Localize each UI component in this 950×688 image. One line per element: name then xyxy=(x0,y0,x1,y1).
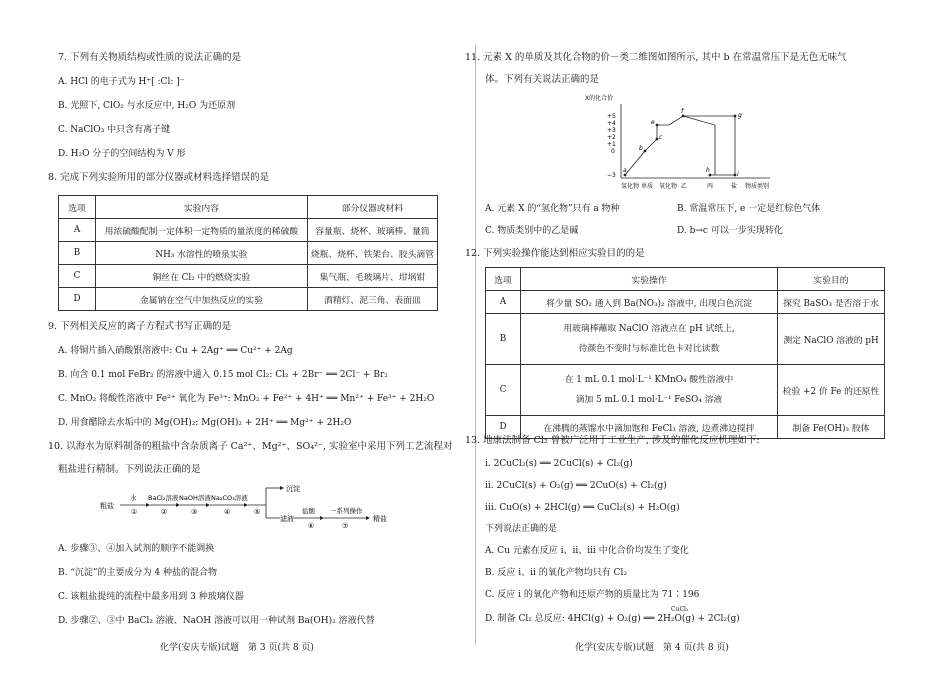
table-row xyxy=(59,288,438,311)
flow-num-5: ⑤ xyxy=(254,508,261,516)
flow-precipitate: 沉淀 xyxy=(286,485,300,493)
q13-option-a: A. Cu 元素在反应 ⅰ、ⅱ、ⅲ 中化合价均发生了变化 xyxy=(485,546,689,556)
table-cell: 测定 NaClO 溶液的 pH xyxy=(778,314,885,365)
q11-valence-chart xyxy=(585,92,790,192)
table-cell: 制备 Fe(OH)₃ 胶体 xyxy=(778,416,885,439)
y-tick: +2 xyxy=(607,134,616,141)
table-cell: 检验 +2 价 Fe 的还原性 xyxy=(778,365,885,416)
y-tick: 0 xyxy=(611,148,615,155)
q7-option-a: A. HCl 的电子式为 H⁺[ :Cl: ]⁻ xyxy=(58,77,185,87)
table-cell: D xyxy=(486,416,521,439)
table-header: 选项 xyxy=(486,268,521,291)
q11-option-d: D. b→c 可以一步实现转化 xyxy=(677,226,783,236)
table-cell: C xyxy=(59,265,96,288)
q13-option-d: D. 制备 Cl₂ 总反应: 4HCl(g) + O₂(g) ══ 2H₂O(g) + 2Cl₂(g) xyxy=(485,614,740,624)
table-cell: 集气瓶、毛玻璃片、坩埚钳 xyxy=(307,265,437,288)
table-cell: 铜丝在 Cl₂ 中的燃烧实验 xyxy=(96,265,308,288)
table-cell: A xyxy=(486,291,521,314)
table-header: 部分仪器或材料 xyxy=(307,196,437,219)
table-header: 选项 xyxy=(59,196,96,219)
q13-reaction-3: ⅲ. CuO(s) + 2HCl(g) ══ CuCl₂(s) + H₂O(g) xyxy=(485,503,680,513)
q11-option-c: C. 物质类别中的乙是碱 xyxy=(485,226,579,236)
table-cell: 酒精灯、泥三角、表面皿 xyxy=(307,288,437,311)
q13-option-c: C. 反应 ⅰ 的氧化产物和还原产物的质量比为 71∶196 xyxy=(485,590,700,600)
y-tick: +4 xyxy=(607,120,616,127)
q9-stem: 9. 下列相关反应的离子方程式书写正确的是 xyxy=(48,321,232,332)
point-label: h xyxy=(706,167,710,174)
table-row xyxy=(59,219,438,242)
flow-product: 精盐 xyxy=(373,515,387,523)
table-cell: 在沸腾的蒸馏水中滴加饱和 FeCl₃ 溶液, 边煮沸边搅拌 xyxy=(521,416,778,439)
table-cell: 金属钠在空气中加热反应的实验 xyxy=(96,288,308,311)
flow-num-1: ① xyxy=(131,508,138,516)
x-tick: 单质 xyxy=(641,183,654,190)
x-tick: 乙 xyxy=(681,183,688,190)
q13-reaction-2: ⅱ. 2CuCl(s) + O₂(g) ══ 2CuO(s) + Cl₂(g) xyxy=(485,481,667,491)
flow-step-1: 水 xyxy=(130,494,137,502)
point-label: e xyxy=(651,119,655,126)
q13-option-b: B. 反应 ⅰ、ⅱ 的氧化产物均只有 Cl₂ xyxy=(485,568,627,578)
q11-stem-1: 11. 元素 X 的单质及其化合物的价－类二维图如图所示, 其中 b 在常温常压下是无色无味气 xyxy=(465,52,847,63)
point-label: b xyxy=(639,145,643,152)
table-cell: 用浓硫酸配制一定体积一定物质的量浓度的稀硫酸 xyxy=(96,219,308,242)
table-cell: 烧瓶、烧杯、铁架台、胶头滴管 xyxy=(307,242,437,265)
column-divider xyxy=(475,45,476,645)
q13-reaction-1: ⅰ. 2CuCl₂(s) ══ 2CuCl(s) + Cl₂(g) xyxy=(485,459,633,469)
x-tick: 盐 xyxy=(731,183,738,190)
q11-stem-2: 体。下列有关说法正确的是 xyxy=(485,74,600,85)
table-row xyxy=(59,265,438,288)
q10-option-a: A. 步骤③、④加入试剂的顺序不能调换 xyxy=(58,544,215,554)
flow-ops: 一系列操作 xyxy=(330,507,363,515)
x-tick: 氧化物 xyxy=(659,183,678,190)
x-tick: 丙 xyxy=(707,183,714,190)
y-tick: +1 xyxy=(607,141,616,148)
q7-option-d: D. H₂O 分子的空间结构为 V 形 xyxy=(58,149,186,159)
q10-stem-2: 粗盐进行精制。下列说法正确的是 xyxy=(58,464,201,475)
point-label: i xyxy=(737,171,739,178)
q12-table xyxy=(485,267,885,439)
q9-option-d: D. 用食醋除去水垢中的 Mg(OH)₂: Mg(OH)₂ + 2H⁺ ══ Mg²⁺ + 2H₂O xyxy=(58,418,352,428)
point-label: g xyxy=(738,112,742,119)
page-footer: 化学(安庆专版)试题 第 4 页(共 8 页) xyxy=(575,643,729,653)
table-cell: D xyxy=(59,288,96,311)
q13-subquestion: 下列说法正确的是 xyxy=(485,524,558,534)
q9-option-c: C. MnO₂ 将酸性溶液中 Fe²⁺ 氧化为 Fe³⁺: MnO₂ + Fe²⁺ + 4H⁺ ══ Mn²⁺ + Fe³⁺ + 2H₂O xyxy=(58,394,435,404)
page-footer: 化学(安庆专版)试题 第 3 页(共 8 页) xyxy=(160,643,314,653)
table-header: 实验目的 xyxy=(778,268,885,291)
point-label: a xyxy=(623,167,627,174)
q11-option-b: B. 常温常压下, e 一定是红棕色气体 xyxy=(677,204,821,214)
table-row xyxy=(59,242,438,265)
q7-option-b: B. 光照下, ClO₂ 与水反应中, H₂O 为还原剂 xyxy=(58,101,236,111)
table-row xyxy=(486,314,885,365)
q10-option-c: C. 该粗盐提纯的流程中最多用到 3 种玻璃仪器 xyxy=(58,592,244,602)
q9-option-b: B. 向含 0.1 mol FeBr₂ 的溶液中通入 0.15 mol Cl₂: Cl₂ + 2Br⁻ ══ 2Cl⁻ + Br₂ xyxy=(58,370,388,380)
q11-option-a: A. 元素 X 的“氢化物”只有 a 物种 xyxy=(485,204,620,214)
q8-table xyxy=(58,195,438,311)
table-cell: C xyxy=(486,365,521,416)
table-row xyxy=(486,291,885,314)
q7-option-c: C. NaClO₃ 中只含有离子键 xyxy=(58,125,171,135)
flow-num-3: ③ xyxy=(191,508,198,516)
q9-option-a: A. 将铜片插入硝酸银溶液中: Cu + 2Ag⁺ ══ Cu²⁺ + 2Ag xyxy=(58,346,293,356)
flow-num-6: ⑥ xyxy=(308,522,315,530)
flow-step-4: Na₂CO₃溶液 xyxy=(211,494,248,502)
table-header: 实验内容 xyxy=(96,196,308,219)
flow-acid: 盐酸 xyxy=(302,507,315,515)
flow-num-2: ② xyxy=(161,508,168,516)
table-header: 实验操作 xyxy=(521,268,778,291)
table-cell: NH₃ 水溶性的喷泉实验 xyxy=(96,242,308,265)
flow-step-3: NaOH溶液 xyxy=(179,494,211,502)
flow-filtrate: 滤液 xyxy=(280,515,294,523)
table-header-row xyxy=(59,196,438,219)
point-label: f xyxy=(681,108,684,115)
table-cell: B xyxy=(486,314,521,365)
y-tick: +3 xyxy=(607,127,616,134)
y-tick: +5 xyxy=(607,113,616,120)
table-row xyxy=(486,365,885,416)
table-cell: B xyxy=(59,242,96,265)
q7-stem: 7. 下列有关物质结构或性质的说法正确的是 xyxy=(58,52,242,63)
flow-step-2: BaCl₂溶液 xyxy=(148,494,179,502)
table-cell: 将少量 SO₂ 通入到 Ba(NO₃)₂ 溶液中, 出现白色沉淀 xyxy=(521,291,778,314)
table-cell: 容量瓶、烧杯、玻璃棒、量筒 xyxy=(307,219,437,242)
q13-stem: 13. 地康法制备 Cl₂ 曾被广泛用于工业生产, 涉及的催化反应机理如下: xyxy=(465,435,760,446)
table-cell: 探究 BaSO₃ 是否溶于水 xyxy=(778,291,885,314)
q8-stem: 8. 完成下列实验所用的部分仪器或材料选择错误的是 xyxy=(48,172,270,183)
flow-start: 粗盐 xyxy=(100,502,114,510)
table-header-row xyxy=(486,268,885,291)
x-axis-label: 物质类别 xyxy=(745,183,770,190)
q10-flow-diagram xyxy=(98,480,398,530)
q10-option-d: D. 步骤②、③中 BaCl₂ 溶液、NaOH 溶液可以用一种试剂 Ba(OH)₂ 溶液代替 xyxy=(58,616,375,626)
q10-option-b: B. “沉淀”的主要成分为 4 种盐的混合物 xyxy=(58,568,217,578)
q10-stem-1: 10. 以海水为原料制备的粗盐中含杂质离子 Ca²⁺、Mg²⁺、SO₄²⁻, 实验室中采用下列工艺流程对 xyxy=(48,441,453,452)
flow-num-7: ⑦ xyxy=(342,522,349,530)
table-cell: 用玻璃棒蘸取 NaClO 溶液点在 pH 试纸上, 待颜色不变时与标准比色卡对比读数 xyxy=(521,314,778,365)
flow-num-4: ④ xyxy=(224,508,231,516)
chart-y-label: X的化合价 xyxy=(585,95,614,102)
table-cell: 在 1 mL 0.1 mol·L⁻¹ KMnO₄ 酸性溶液中 滴加 5 mL 0.1 mol·L⁻¹ FeSO₄ 溶液 xyxy=(521,365,778,416)
table-cell: A xyxy=(59,219,96,242)
x-tick: 氢化物 xyxy=(621,183,640,190)
point-label: c xyxy=(659,134,663,141)
q12-stem: 12. 下列实验操作能达到相应实验目的的是 xyxy=(465,248,645,259)
q13-catalyst-label: CuCl₂ xyxy=(671,606,689,613)
y-tick: −3 xyxy=(607,172,616,179)
